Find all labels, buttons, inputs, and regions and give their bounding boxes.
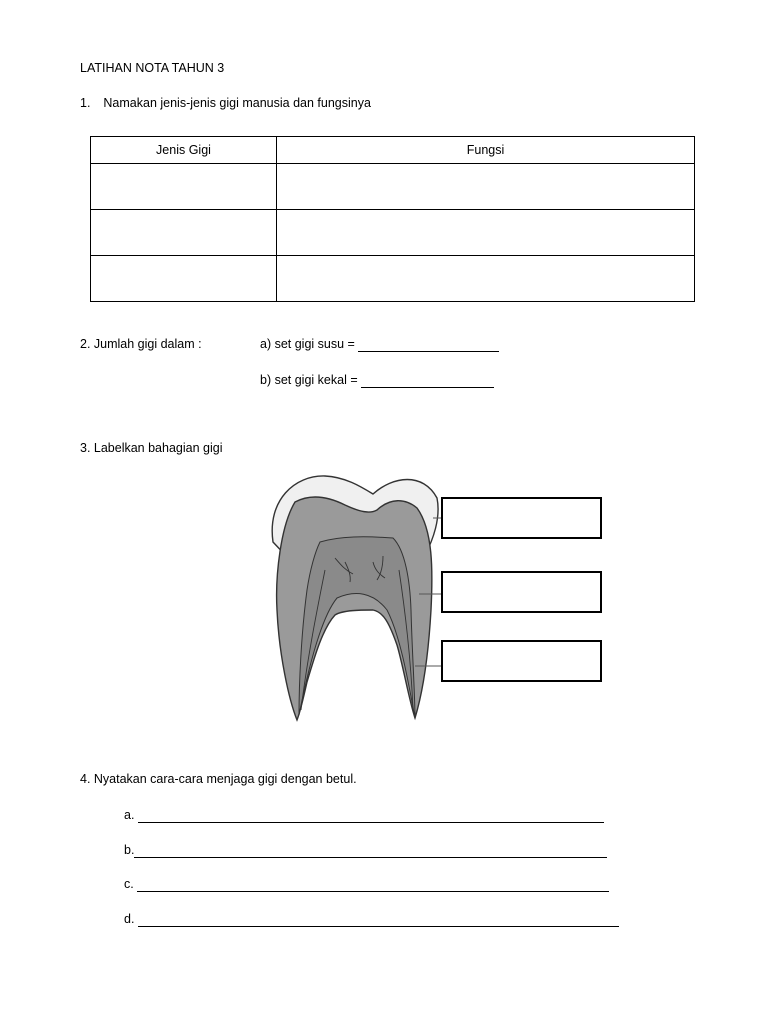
answer-line-b — [124, 843, 607, 858]
set-gigi-susu-label: a) set gigi susu = — [260, 337, 359, 351]
answer-blank-b[interactable] — [134, 843, 607, 858]
answer-line-d — [124, 912, 619, 927]
answer-blank-c[interactable] — [137, 877, 609, 892]
pulp-shape — [299, 537, 415, 718]
answer-line-c — [124, 877, 609, 892]
item-marker-a: a. — [124, 808, 138, 822]
cell-fungsi[interactable] — [277, 210, 695, 256]
cell-jenis-gigi[interactable] — [91, 256, 277, 302]
cell-fungsi[interactable] — [277, 164, 695, 210]
answer-line-a — [124, 808, 604, 823]
answer-blank-a[interactable] — [138, 808, 604, 823]
header-fungsi: Fungsi — [277, 137, 695, 164]
set-gigi-kekal-blank[interactable] — [361, 373, 494, 388]
set-gigi-kekal-label: b) set gigi kekal = — [260, 373, 362, 387]
header-jenis-gigi: Jenis Gigi — [91, 137, 277, 164]
question-4: 4. Nyatakan cara-cara menjaga gigi dengan betul. — [80, 772, 357, 786]
cell-jenis-gigi[interactable] — [91, 210, 277, 256]
label-box-3[interactable] — [441, 640, 602, 682]
answer-blank-d[interactable] — [138, 912, 619, 927]
set-gigi-susu-blank[interactable] — [358, 337, 499, 352]
answer-set-gigi-susu — [260, 337, 499, 352]
question-2: 2. Jumlah gigi dalam : — [80, 337, 202, 351]
question-1 — [80, 96, 371, 110]
worksheet-title: LATIHAN NOTA TAHUN 3 — [80, 61, 225, 75]
table-row — [91, 256, 695, 302]
table-header-row — [91, 137, 695, 164]
question-1-text: Namakan jenis-jenis gigi manusia dan fungsinya — [103, 96, 371, 110]
label-box-1[interactable] — [441, 497, 602, 539]
cell-fungsi[interactable] — [277, 256, 695, 302]
table-row — [91, 164, 695, 210]
question-1-number: 1. — [80, 96, 91, 110]
table-row — [91, 210, 695, 256]
label-box-2[interactable] — [441, 571, 602, 613]
item-marker-b: b. — [124, 843, 135, 857]
cell-jenis-gigi[interactable] — [91, 164, 277, 210]
item-marker-d: d. — [124, 912, 138, 926]
answer-set-gigi-kekal — [260, 373, 494, 388]
teeth-table — [90, 136, 695, 302]
item-marker-c: c. — [124, 877, 138, 891]
tooth-diagram — [265, 470, 445, 725]
question-3: 3. Labelkan bahagian gigi — [80, 441, 223, 455]
